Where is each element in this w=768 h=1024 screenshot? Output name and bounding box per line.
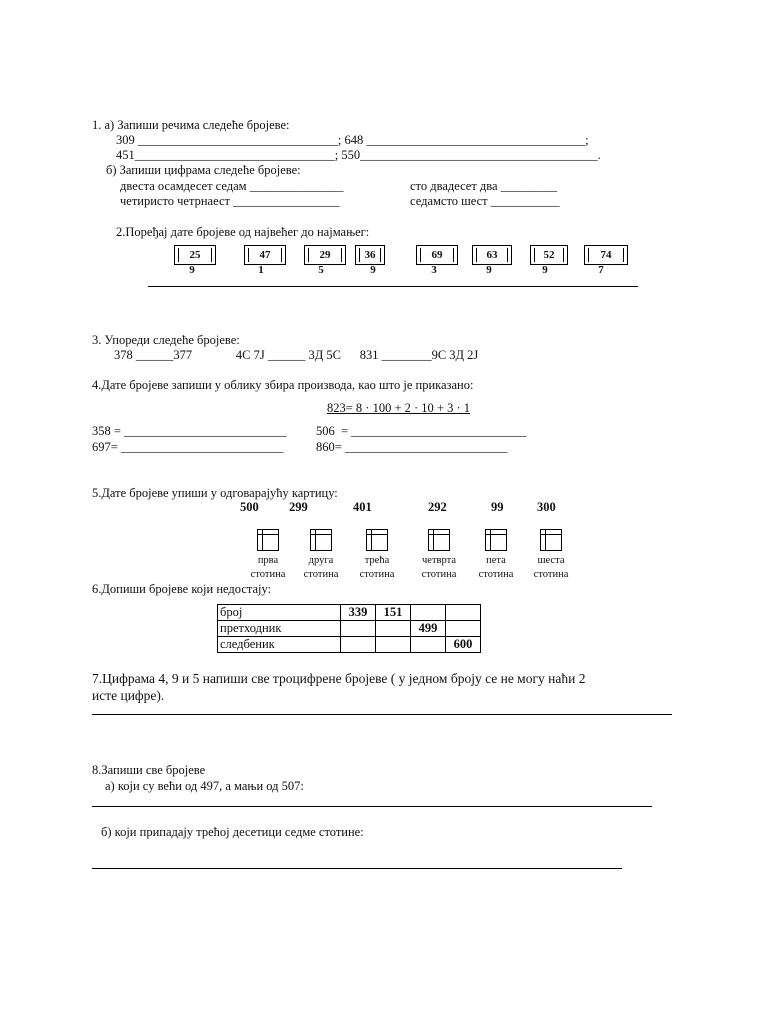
table-cell[interactable]: 600 [446, 637, 481, 653]
answer-line[interactable] [92, 806, 652, 807]
task4-row2-left[interactable]: 697= __________________________ [92, 440, 284, 454]
number-box: 36 [355, 245, 385, 265]
answer-line[interactable] [92, 868, 622, 869]
task3-heading: 3. Упореди следеће бројеве: [92, 333, 240, 347]
row-label: следбеник [218, 637, 341, 653]
table-cell[interactable] [341, 637, 376, 653]
task1-line2[interactable]: 451________________________________; 550______________________________________. [116, 148, 601, 162]
number-box: 29 [304, 245, 346, 265]
task7-line1: 7.Цифрама 4, 9 и 5 напиши све троцифрене бројеве ( у једном броју се не могу наћи 2 [92, 671, 586, 686]
card-label: шеста стотина [533, 555, 569, 580]
task1b-row1-right[interactable]: сто двадесет два _________ [410, 179, 557, 193]
card-label: четврта стотина [421, 555, 457, 580]
table-cell[interactable] [411, 605, 446, 621]
number-sub: 9 [486, 264, 492, 276]
number-box: 25 [174, 245, 216, 265]
task4-heading: 4.Дате бројеве запиши у облику збира производа, као што је приказано: [92, 378, 474, 392]
task4-row1-right[interactable]: 506 = ____________________________ [316, 424, 527, 438]
table-cell[interactable]: 339 [341, 605, 376, 621]
task4-row1-left[interactable]: 358 = __________________________ [92, 424, 287, 438]
number-box: 47 [244, 245, 286, 265]
number-sub: 5 [318, 264, 324, 276]
row-label: број [218, 605, 341, 621]
hundred-card[interactable] [257, 529, 279, 551]
table-cell[interactable] [341, 621, 376, 637]
table-row [218, 637, 481, 653]
task8-a: а) који су већи од 497, а мањи од 507: [105, 779, 304, 793]
hundred-card[interactable] [366, 529, 388, 551]
table-cell[interactable] [376, 621, 411, 637]
number-sub: 9 [542, 264, 548, 276]
task6-heading: 6.Допиши бројеве који недостају: [92, 582, 272, 596]
task5-heading: 5.Дате бројеве упиши у одговарајућу картицу: [92, 486, 338, 500]
task1-heading: 1. а) Запиши речима следеће бројеве: [92, 118, 290, 132]
table-cell[interactable] [446, 605, 481, 621]
hundred-card[interactable] [428, 529, 450, 551]
task5-number: 99 [491, 500, 504, 514]
hundred-card[interactable] [310, 529, 332, 551]
number-box: 52 [530, 245, 568, 265]
answer-line[interactable] [148, 286, 638, 287]
number-sub: 3 [431, 264, 437, 276]
hundred-card[interactable] [485, 529, 507, 551]
task3-line[interactable]: 378 ______377 4С 7Ј ______ 3Д 5С 831 ________9С 3Д 2Ј [114, 348, 479, 362]
task1b-heading: б) Запиши цифрама следеће бројеве: [106, 163, 301, 177]
task5-number: 292 [428, 500, 447, 514]
task4-example: 823= 8 · 100 + 2 · 10 + 3 · 1 [327, 401, 471, 415]
number-table [217, 604, 481, 653]
answer-line[interactable] [92, 714, 672, 715]
table-cell[interactable] [376, 637, 411, 653]
task7-line2: исте цифре). [92, 688, 165, 703]
task5-number: 300 [537, 500, 556, 514]
table-cell[interactable] [411, 637, 446, 653]
task1b-row1-left[interactable]: двеста осамдесет седам _______________ [120, 179, 344, 193]
number-box: 69 [416, 245, 458, 265]
task1b-row2-left[interactable]: четиристо четрнаест _________________ [120, 194, 340, 208]
card-label: друга стотина [303, 555, 339, 580]
task1-line1[interactable]: 309 ________________________________; 648 ___________________________________; [116, 133, 589, 147]
number-sub: 9 [189, 264, 195, 276]
table-row [218, 605, 481, 621]
card-label: трећа стотина [359, 555, 395, 580]
number-sub: 1 [258, 264, 264, 276]
table-cell[interactable]: 499 [411, 621, 446, 637]
card-label: прва стотина [250, 555, 286, 580]
hundred-card[interactable] [540, 529, 562, 551]
number-box: 74 [584, 245, 628, 265]
table-cell[interactable]: 151 [376, 605, 411, 621]
task2-heading: 2.Поређај дате бројеве од највећег до најмањег: [116, 225, 370, 239]
number-sub: 7 [598, 264, 604, 276]
task8-b: б) који припадају трећој десетици седме стотине: [101, 825, 364, 839]
table-row [218, 621, 481, 637]
number-box: 63 [472, 245, 512, 265]
task5-number: 401 [353, 500, 372, 514]
card-label: пета стотина [478, 555, 514, 580]
number-sub: 9 [370, 264, 376, 276]
row-label: претходник [218, 621, 341, 637]
task8-heading: 8.Запиши све бројеве [92, 763, 206, 777]
table-cell[interactable] [446, 621, 481, 637]
task4-row2-right[interactable]: 860= __________________________ [316, 440, 508, 454]
task1b-row2-right[interactable]: седамсто шест ___________ [410, 194, 560, 208]
task5-number: 299 [289, 500, 308, 514]
task5-number: 500 [240, 500, 259, 514]
